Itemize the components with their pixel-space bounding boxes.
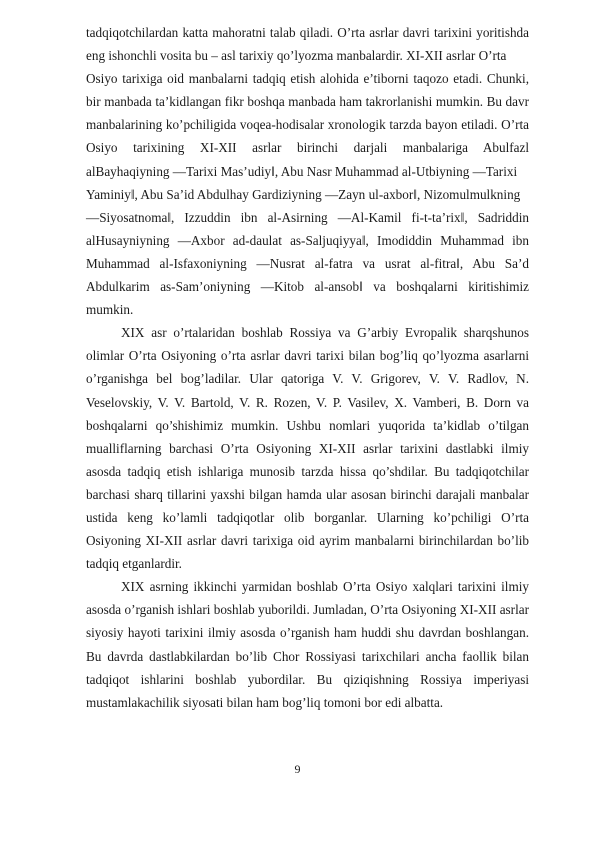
text-line: mualliflarning barchasi O’rta Osiyoning XI-XII asrlar tarixini dastlabki ilmiy xyxy=(86,440,529,456)
text-line: mumkin. xyxy=(86,302,134,318)
text-line: ―Siyosatnoma‖, Izzuddin ibn al-Asirning ―Al-Kamil fi-t-ta’rix‖, Sadriddin xyxy=(86,209,529,225)
text-line: barchasi sharq tillarini yaxshi bilgan hamda ular asosan birinchi darajali manbalar xyxy=(86,486,529,502)
text-line: ustida keng ko’lamli tadqiqotlar olib borganlar. Ularning ko’pchiligi O’rta xyxy=(86,509,529,525)
text-line: alBayhaqiyning ―Tarixi Mas’udiy‖, Abu Nasr Muhammad al-Utbiyning ―Tarixi xyxy=(86,163,518,179)
text-line: Veselovskiy, V. V. Bartold, V. R. Rozen, V. P. Vasilev, X. Vamberi, B. Dorn va xyxy=(86,394,529,410)
text-line: Abdulkarim as-Sam’oniyning ―Kitob al-ansob‖ va boshqalarni kiritishimiz xyxy=(86,279,529,295)
text-line: o’rganishga bel bog’ladilar. Ular qatoriga V. V. Grigorev, V. V. Radlov, N. xyxy=(86,371,529,387)
text-line: Muhammad al-Isfaxoniyning ―Nusrat al-fatra va usrat al-fitra‖, Abu Sa’d xyxy=(86,255,529,271)
text-line: Yaminiy‖, Abu Sa’id Abdulhay Gardiziyning ―Zayn ul-axbor‖, Nizomulmulkning xyxy=(86,186,521,202)
text-line: alHusayniyning ―Axbor ad-daulat as-Saljuqiyya‖, Imodiddin Muhammad ibn xyxy=(86,232,529,248)
page-number: 9 xyxy=(294,762,301,776)
text-line: siyosiy hayoti tarixini ilmiy asosda o’rganish ham huddi shu davrdan boshlangan. xyxy=(86,625,529,641)
text-line: asosda tadqiq etish ishlariga munosib tarzda hissa qo’shdilar. Bu tadqiqotchilar xyxy=(86,463,529,479)
text-line: Osiyo tarixiga oid manbalarni tadqiq etish alohida e’tiborni taqozo etadi. Chunki, xyxy=(86,71,529,87)
text-line: Osiyoning XI-XII asrlar davri tarixiga oid ayrim manbalarni birinchilardan bo’lib xyxy=(86,533,529,549)
text-line: tadqiqotchilardan katta mahoratni talab qiladi. O’rta asrlar davri tarixini yoritishda xyxy=(86,25,529,40)
text-line: mustamlakachilik siyosati bilan ham bog’liq tomoni bor edi albatta. xyxy=(86,694,444,710)
document-page xyxy=(86,21,529,714)
text-line: boshqalarni qo’shishimiz mumkin. Ushbu nomlari yuqorida ta’kidlab o’tilgan xyxy=(86,417,529,433)
text-line: Bu davrda dastlabkilardan bo’lib Chor Rossiyasi tarixchilari ancha faollik bilan xyxy=(86,648,529,664)
text-line: tadqiq etganlardir. xyxy=(86,556,182,572)
text-line: asosda o’rganish ishlari boshlab yuborildi. Jumladan, O’rta Osiyoning XI-XII asrlar xyxy=(86,602,529,618)
text-line: eng ishonchli vosita bu – asl tarixiy qo’lyozma manbalardir. XI-XII asrlar O’rta xyxy=(86,48,507,64)
text-line: tadqiqot ishlarini boshlab yubordilar. Bu qiziqishning Rossiya imperiyasi xyxy=(86,671,529,687)
text-line: olimlar O’rta Osiyoning o’rta asrlar davri tarixi bilan bog’liq qo’lyozma asarlarni xyxy=(86,348,529,364)
text-line: Osiyo tarixining XI-XII asrlar birinchi darjali manbalariga Abulfazl xyxy=(86,140,529,156)
text-line: XIX asr o’rtalaridan boshlab Rossiya va G’arbiy Evropalik sharqshunos xyxy=(121,325,529,341)
text-line: XIX asrning ikkinchi yarmidan boshlab O’rta Osiyo xalqlari tarixini ilmiy xyxy=(121,579,529,595)
text-line: manbalarining ko’pchiligida voqea-hodisalar xronologik tarzda bayon etiladi. O’rta xyxy=(86,117,529,133)
text-line: bir manbada ta’kidlangan fikr boshqa manbada ham takrorlanishi mumkin. Bu davr xyxy=(86,94,529,110)
